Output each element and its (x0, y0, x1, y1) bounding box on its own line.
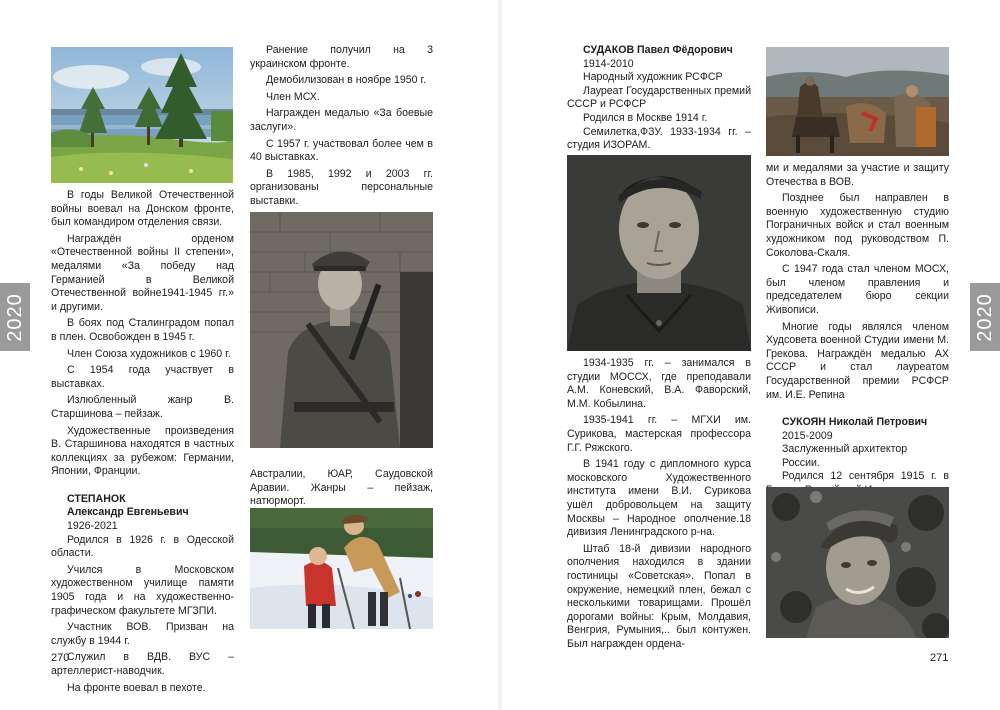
sudakov-title: Народный художник РСФСР (583, 71, 723, 84)
stepanok-years: 1926-2021 (67, 520, 118, 533)
sudakov-paragraph-1: 1934-1935 гг. – занимался в студии МОССХ, где преподавали А.М. Коневский, В.А. Фаворский, М.М. Кобылина. (567, 357, 751, 410)
stepanok-surname: СТЕПАНОК (67, 492, 126, 505)
sudakov-years: 1914-2010 (583, 57, 634, 70)
page-number-right: 271 (930, 652, 949, 664)
year-tab-left (0, 283, 30, 351)
stepanok-paragraph-5: На фронте воевал в пехоте. (67, 681, 206, 694)
starshinov-paragraph-6: Излюбленный жанр В. Старшинова – пейзаж. (51, 394, 234, 420)
sudakov-education: Семилетка,ФЗУ. 1933-1934 гг. – студия ИЗОРАМ. (567, 125, 751, 152)
col2-continuation-text: Австралии, ЮАР, Саудовской Аравии. Жанры – пейзаж, натюрморт. (250, 468, 433, 508)
sukoyan-born: Родился 12 сентября 1915 г. в (782, 470, 949, 483)
col2-paragraph-2: Демобилизован в ноябре 1950 г. (266, 74, 427, 87)
col2-paragraph-5: С 1957 г. участвовал более чем в 40 выставках. (250, 137, 433, 164)
col4-paragraph-4: Многие годы являлся членом Худсовета военной Студии имени М. Грекова. Награждён медалью АХ СССР и стал лауреатом Государственной премии РСФСР им. И.Е. Репина (766, 320, 949, 401)
year-tab-right (970, 283, 1000, 351)
right-column-2 (766, 162, 949, 511)
sukoyan-country: России. (782, 456, 820, 469)
sudakov-paragraph-3: В 1941 году с дипломного курса московского Художественного института имени В.И. Сурикова ушёл добровольцем на защиту Москвы – Народное ополчение.18 дивизия Ленинградского р-на. (567, 458, 751, 539)
sudakov-header: СУДАКОВ Павел Фёдорович (583, 44, 733, 56)
starshinov-paragraph-3: В боях под Сталинградом попал в плен. Освобожден в 1945 г. (51, 317, 234, 343)
landscape-painting (51, 47, 233, 183)
stepanok-paragraph-3: Участник ВОВ. Призван на службу в 1944 г. (51, 621, 234, 647)
sukoyan-title: Заслуженный архитектор (782, 443, 908, 456)
sudakov-laureate: Лауреат Государственных премий СССР и РСФСР (567, 84, 752, 111)
page-number-left: 270 (51, 652, 70, 664)
left-column-2-continuation (250, 468, 433, 512)
soldier-photo (250, 212, 433, 448)
year-tab-left-label: 2020 (3, 292, 26, 342)
sukoyan-photo (766, 487, 949, 638)
col2-paragraph-3: Член МСХ. (266, 90, 320, 103)
col2-paragraph-6: В 1985, 1992 и 2003 гг. организованы персональные выставки. (250, 167, 433, 207)
starshinov-paragraph-5: С 1954 года участвует в выставках. (51, 364, 234, 390)
starshinov-paragraph-4: Член Союза художников с 1960 г. (67, 347, 231, 360)
starshinov-paragraph-2: Награждён орденом «Отечественной войны II степени», медалями «За победу над Германией в Великой Отечественной войне1941-1945 гг.» и другими. (51, 232, 234, 313)
col2-paragraph-1: Ранение получил на 3 украинском фронте. (250, 44, 433, 70)
starshinov-paragraph-7: Художественные произведения В. Старшинова находятся в частных коллекциях за рубежом: Германии, Японии, Франции. (51, 424, 234, 478)
starshinov-paragraph-1: В годы Великой Отечественной войны воевал на Донском фронте, был командиром отделения связи. (51, 189, 234, 229)
left-column-1 (51, 189, 234, 698)
right-column-1-continued (567, 357, 751, 654)
year-tab-right-label: 2020 (973, 292, 996, 342)
stepanok-paragraph-4: Служил в ВДВ. ВУС – артеллерист-наводчик. (51, 651, 234, 677)
col4-paragraph-1: ми и медалями за участие и защиту Отечества в ВОВ. (766, 162, 949, 188)
battle-painting (766, 47, 949, 156)
stepanok-paragraph-2: Учился в Московском художественном училище памяти 1905 года и на художественно-графическом факультете МГЗПИ. (51, 563, 234, 617)
sudakov-born: Родился в Москве 1914 г. (583, 111, 708, 124)
sudakov-paragraph-2: 1935-1941 гг. – МГХИ им. Сурикова, мастерская профессора Г.Г. Ряжского. (567, 414, 751, 454)
stepanok-paragraph-1: Родился в 1926 г. в Одесской области. (51, 533, 234, 560)
sudakov-portrait (567, 155, 751, 351)
right-column-1 (567, 44, 751, 153)
sudakov-paragraph-4: Штаб 18-й дивизии народного ополчения находился в здании гостиницы «Советская». Попал в окружение, немецкий плен, бежал с несколькими товарищами. Прошёл дорогами войны: Крым, Молдавия, Венгрия, Румыния,.. был контужен. Был награжден ордена- (567, 542, 751, 650)
sukoyan-years: 2015-2009 (782, 429, 833, 442)
sukoyan-header: СУКОЯН Николай Петрович (782, 416, 928, 429)
col4-paragraph-2: Позднее был направлен в военную художественную студию Пограничных войск и стал военным художником под руководством П. Соколова-Скаля. (766, 192, 949, 259)
page-gutter (497, 0, 503, 710)
stepanok-name: Александр Евгеньевич (67, 506, 189, 519)
ski-painting (250, 508, 433, 629)
col2-paragraph-4: Награжден медалью «За боевые заслуги». (250, 107, 433, 133)
col4-paragraph-3: С 1947 года стал членом МОСХ, был членом правления и председателем бюро секции Живописи. (766, 263, 949, 316)
